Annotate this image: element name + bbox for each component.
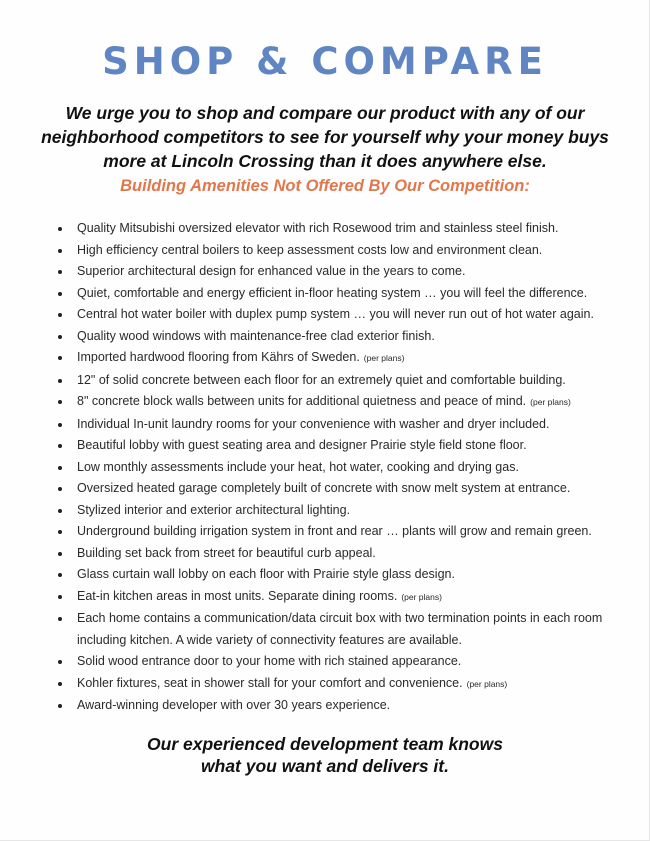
bullet-icon [58, 335, 62, 339]
list-item [57, 695, 629, 717]
bullet-icon [58, 379, 62, 383]
list-item [57, 218, 629, 240]
list-item [57, 326, 629, 348]
amenity-text: Quality wood windows with maintenance-free clad exterior finish. [77, 328, 435, 343]
list-item [57, 283, 629, 305]
amenity-text: Building set back from street for beautiful curb appeal. [77, 545, 376, 560]
closing-line-1: Our experienced development team knows [147, 734, 503, 754]
bullet-icon [58, 704, 62, 708]
amenity-text: High efficiency central boilers to keep assessment costs low and environment clean. [77, 242, 543, 257]
bullet-icon [58, 227, 62, 231]
bullet-icon [58, 444, 62, 448]
amenity-text: Award-winning developer with over 30 years experience. [77, 698, 391, 712]
bullet-icon [58, 573, 62, 577]
amenity-text: Each home contains a communication/data circuit box with two termination points in each room including kitchen. A wide variety of connectivity features are available. [77, 611, 603, 647]
bullet-icon [58, 660, 62, 664]
amenity-text: Eat-in kitchen areas in most units. Separate dining rooms. [77, 588, 398, 603]
list-item [57, 500, 629, 522]
page-title: SHOP & COMPARE [102, 40, 548, 83]
list-item [57, 391, 629, 414]
list-item [57, 564, 629, 586]
list-item [57, 370, 629, 392]
amenity-note: (per plans) [401, 591, 442, 602]
amenity-text: Quiet, comfortable and energy efficient in-floor heating system … you will feel the difference. [77, 285, 588, 300]
amenity-text: Oversized heated garage completely built of concrete with snow melt system at entrance. [77, 481, 571, 495]
amenity-text: Stylized interior and exterior architectural lighting. [77, 502, 351, 517]
bullet-icon [58, 466, 62, 470]
amenity-text: Central hot water boiler with duplex pump system … you will never run out of hot water again. [77, 307, 594, 321]
bullet-icon [58, 249, 62, 253]
amenity-text: Underground building irrigation system in front and rear … plants will grow and remain green. [77, 524, 592, 538]
bullet-icon [58, 509, 62, 513]
amenities-list [57, 218, 629, 717]
bullet-icon [58, 423, 62, 427]
bullet-icon [58, 552, 62, 556]
amenity-note: (per plans) [363, 353, 405, 363]
amenity-text: Imported hardwood flooring from Kährs of Sweden. [77, 350, 360, 364]
amenity-text: 8" concrete block walls between units for additional quietness and peace of mind. [77, 394, 527, 408]
bullet-icon [58, 356, 62, 360]
amenity-text: Kohler fixtures, seat in shower stall for your comfort and convenience. [77, 675, 463, 690]
list-item [57, 457, 629, 479]
bullet-icon [58, 530, 62, 534]
bullet-icon [58, 270, 62, 274]
amenity-text: Individual In-unit laundry rooms for your convenience with washer and dryer included. [77, 416, 550, 431]
amenity-text: Superior architectural design for enhanced value in the years to come. [77, 264, 466, 278]
bullet-icon [58, 682, 62, 686]
closing-line-2: what you want and delivers it. [201, 756, 449, 776]
intro-paragraph: We urge you to shop and compare our product with any of our neighborhood competitors to see for yourself why your money buys more at Lincoln Crossing than it does anywhere else. [41, 103, 609, 171]
bullet-icon [58, 487, 62, 491]
closing-statement [0, 733, 650, 777]
list-item [57, 586, 629, 609]
amenity-text: Solid wood entrance door to your home with rich stained appearance. [77, 654, 462, 668]
amenity-text: 12" of solid concrete between each floor for an extremely quiet and comfortable building. [77, 372, 566, 387]
bullet-icon [58, 313, 62, 317]
amenities-heading: Building Amenities Not Offered By Our Competition: [120, 177, 530, 195]
list-item [57, 414, 629, 436]
list-item [57, 435, 629, 457]
bullet-icon [58, 400, 62, 404]
amenity-text: Quality Mitsubishi oversized elevator with rich Rosewood trim and stainless steel finish. [77, 221, 559, 235]
amenity-text: Low monthly assessments include your heat, hot water, cooking and drying gas. [77, 459, 519, 474]
list-item [57, 240, 629, 262]
list-item [57, 651, 629, 673]
list-item [57, 478, 629, 500]
amenity-text: Beautiful lobby with guest seating area and designer Prairie style field stone floor. [77, 438, 527, 452]
list-item [57, 608, 629, 651]
bullet-icon [58, 595, 62, 599]
list-item [57, 304, 629, 326]
bullet-icon [58, 617, 62, 621]
bullet-icon [58, 292, 62, 296]
amenity-note: (per plans) [530, 397, 571, 407]
list-item [57, 673, 629, 696]
list-item [57, 543, 629, 565]
amenity-text: Glass curtain wall lobby on each floor with Prairie style glass design. [77, 567, 455, 581]
list-item [57, 347, 629, 370]
list-item [57, 261, 629, 283]
list-item [57, 521, 629, 543]
amenity-note: (per plans) [466, 678, 508, 689]
